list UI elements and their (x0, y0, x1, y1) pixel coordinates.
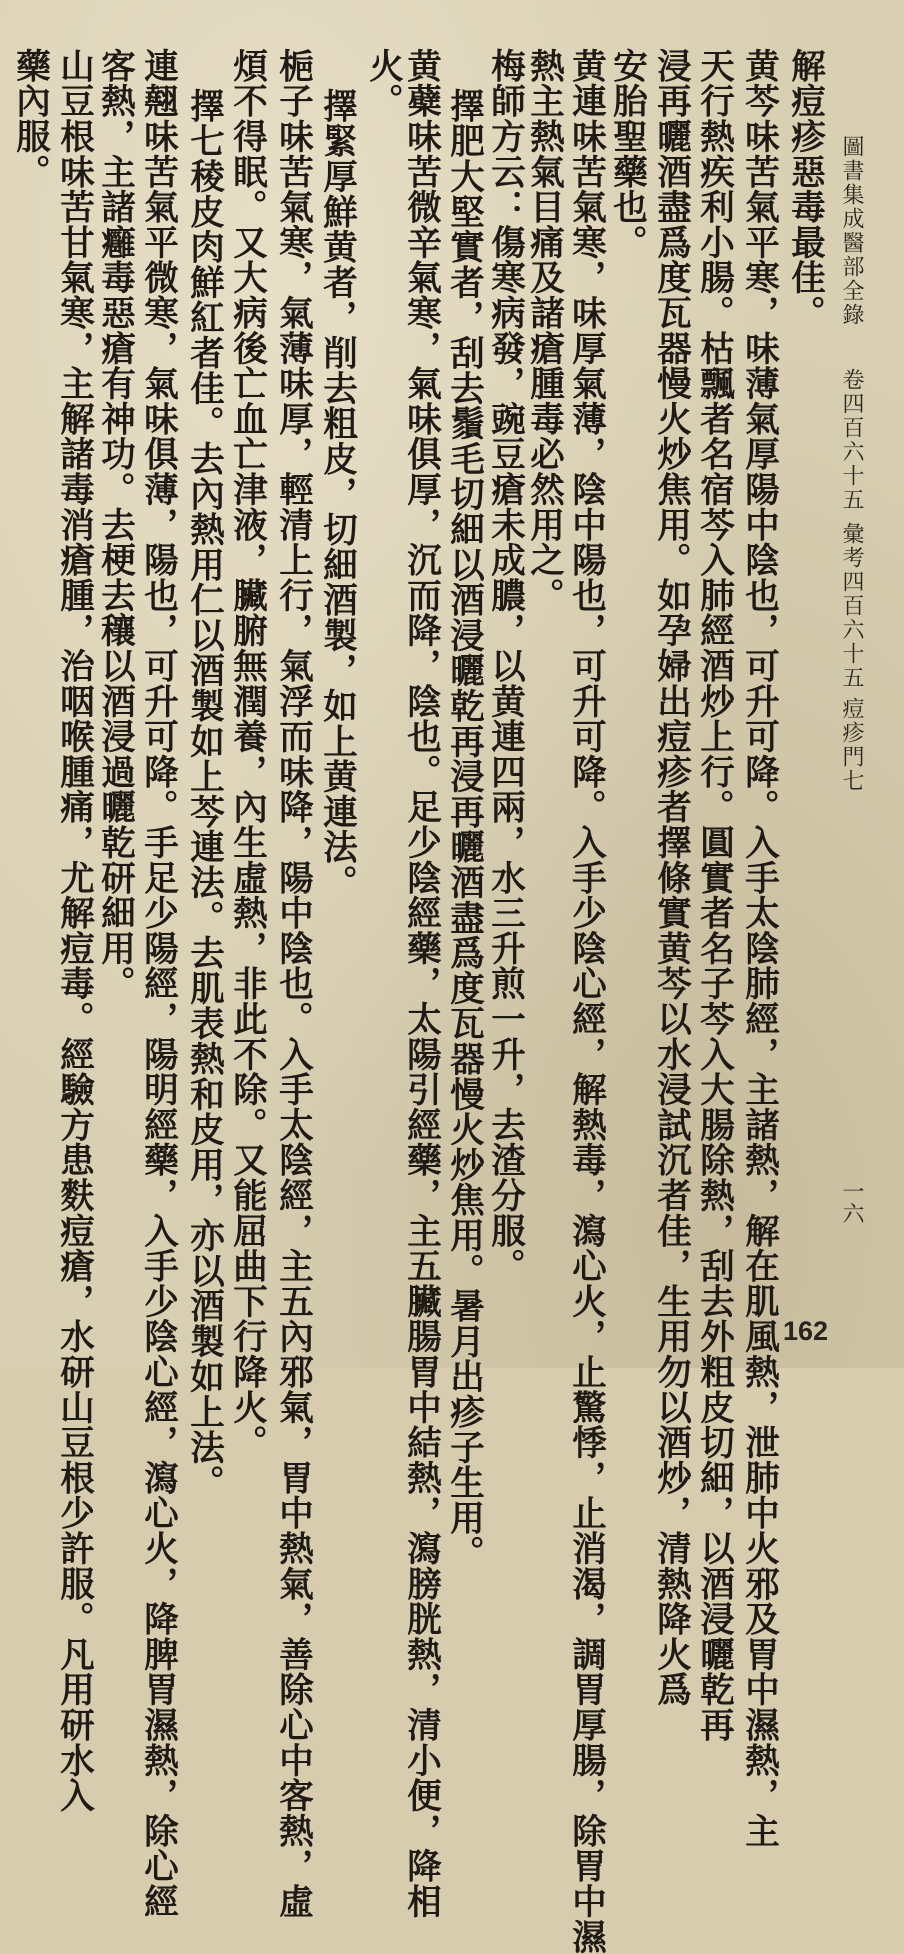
page-number: 162 (783, 1316, 829, 1346)
text-column: 擇緊厚鮮黄者，削去粗皮，切細酒製，如上黄連法。 (316, 88, 357, 900)
text-column: 連翹味苦氣平微寒，氣味俱薄，陽也，可升可降。手足少陽經，陽明經藥，入手少陰心經，瀉心火，降脾胃濕熱，除心經 (137, 48, 178, 1919)
text-column: 安胎聖藥也。 (606, 48, 647, 260)
text-column: 黄連味苦氣寒，味厚氣薄，陰中陽也，可升可降。入手少陰心經，解熱毒，瀉心火，止驚悸，止消渴，調胃厚腸，除胃中濕 (565, 48, 606, 1954)
text-column: 煩不得眠。又大病後亡血亡津液，臟腑無潤養，內生虛熱，非此不除。又能屈曲下行降火。 (226, 48, 267, 1460)
text-column: 火。 (362, 48, 403, 119)
text-column: 解痘疹惡毒最佳。 (784, 48, 825, 331)
text-column: 梔子味苦氣寒，氣薄味厚，輕清上行，氣浮而味降，陽中陰也。入手太陰經，主五內邪氣，胃中熱氣，善除心中客熱，虛 (272, 48, 313, 1919)
text-column: 客熱，主諸癰毒惡瘡有神功。去梗去穰以酒浸過曬乾研細用。 (94, 48, 135, 1002)
text-column: 擇七稜皮肉鮮紅者佳。去內熱用仁以酒製如上芩連法。去肌表熱和皮用，亦以酒製如上法。 (183, 88, 224, 1500)
header-section: 痘疹門七 (839, 697, 864, 793)
text-column: 天行熱疾利小腸。枯飄者名宿芩入肺經酒炒上行。圓實者名子芩入大腸除熱，刮去外粗皮切細，以酒浸曬乾再 (693, 48, 734, 1743)
header-volume: 卷四百六十五 (839, 368, 864, 512)
text-column: 藥內服。 (9, 48, 50, 190)
header-edition: 彙考四百六十五 (839, 522, 864, 690)
text-column: 梅師方云：傷寒病發，豌豆瘡未成膿，以黄連四兩，水三升煎一升，去渣分服。 (484, 48, 525, 1284)
text-column: 浸再曬酒盡爲度瓦器慢火炒焦用。如孕婦出痘疹者擇條實黄芩以水浸試沉者佳，生用勿以酒炒，清熱降火爲 (650, 48, 691, 1708)
text-column: 山豆根味苦甘氣寒，主解諸毒消瘡腫，治咽喉腫痛，尤解痘毒。經驗方患麩痘瘡，水研山豆根少許服。凡用研水入 (53, 48, 94, 1813)
header-title: 圖書集成醫部全錄 (839, 135, 864, 327)
text-column: 黄芩味苦氣平寒，味薄氣厚陽中陰也，可升可降。入手太陰肺經，主諸熱，解在肌風熱，泄肺中火邪及胃中濕熱，主 (738, 48, 779, 1849)
text-column: 黄蘗味苦微辛氣寒，氣味俱厚，沉而降，陰也。足少陰經藥，太陽引經藥，主五臟腸胃中結熱，瀉膀胱熱，清小便，降相 (400, 48, 441, 1919)
text-column: 擇肥大堅實者，刮去鬚毛切細以酒浸曬乾再浸再曬酒盡爲度瓦器慢火炒焦用。暑月出疹子生用。 (443, 88, 484, 1571)
folio-number: 一六 (839, 1180, 864, 1224)
text-column: 熱主熱氣目痛及諸瘡腫毒必然用之。 (523, 48, 564, 613)
